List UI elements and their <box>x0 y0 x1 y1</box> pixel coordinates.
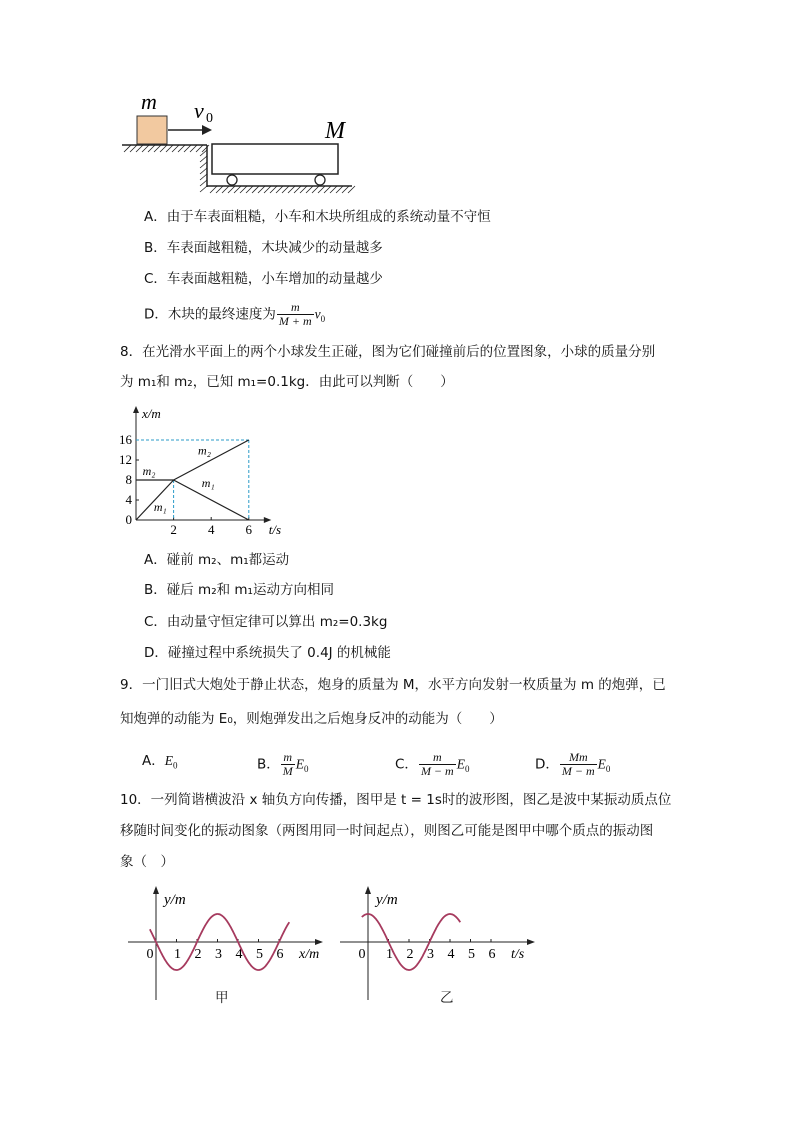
y-tick-label: 0 <box>125 512 132 527</box>
label-m: m <box>141 89 157 114</box>
q7-option-a: A．由于车表面粗糙，小车和木块所组成的系统动量不守恒 <box>144 209 491 225</box>
q9-option-c-fraction <box>419 751 456 778</box>
q7-option-d-num: m <box>290 300 300 314</box>
y-axis-label: x/m <box>142 406 161 421</box>
q9-option-d-e: E <box>597 756 606 772</box>
x-tick-label: 0 <box>146 947 154 962</box>
q9-option-a-sub: 0 <box>173 760 178 771</box>
x-axis-label: x/m <box>299 947 320 962</box>
x-tick-label: 1 <box>386 947 393 962</box>
x-tick-label: 0 <box>358 947 366 962</box>
x-tick-label: 2 <box>170 522 177 537</box>
caption-jia: 甲 <box>215 990 229 1006</box>
x-tick-label: 4 <box>207 522 215 537</box>
q9-option-c-e: E <box>456 756 465 772</box>
y-axis-arrow <box>153 886 159 894</box>
q9-stem-line2: 知炮弹的动能为 E₀，则炮弹发出之后炮身反冲的动能为（ ） <box>120 711 503 727</box>
q7-option-d-sub: 0 <box>320 314 326 325</box>
q9-option-c <box>395 751 469 779</box>
q8-option-d: D．碰撞过程中系统损失了 0.4J 的机械能 <box>144 645 391 661</box>
q9-option-d <box>535 751 610 779</box>
x-tick-label: 4 <box>447 947 455 962</box>
q7-option-d-fraction <box>277 301 314 328</box>
label-M: M <box>325 118 345 144</box>
block-m <box>137 116 167 144</box>
q9-stem-line1: 9．一门旧式大炮处于静止状态，炮身的质量为 M，水平方向发射一枚质量为 m 的炮弹，已 <box>120 677 666 693</box>
q9-option-d-fraction <box>560 751 597 778</box>
q9-option-a-e: E <box>164 753 173 768</box>
series-label-m1-before: m₁ <box>153 500 167 514</box>
y-tick-label: 16 <box>119 432 132 447</box>
series-label-m2-after: m₂ <box>198 443 211 458</box>
y-tick-label: 8 <box>125 472 132 487</box>
q8-option-a: A．碰前 m₂、m₁都运动 <box>144 552 290 568</box>
q7-option-c: C．车表面越粗糙，小车增加的动量越少 <box>144 271 383 287</box>
q9-option-c-label: C． <box>395 756 418 773</box>
x-tick-label: 2 <box>194 947 202 962</box>
q8-stem-line1: 8．在光滑水平面上的两个小球发生正碰，图为它们碰撞前后的位置图象，小球的质量分别 <box>120 344 656 360</box>
q7-option-d-v: v <box>314 306 321 322</box>
q8-stem-line2: 为 m₁和 m₂，已知 m₁=0.1kg．由此可以判断（ ） <box>120 374 454 390</box>
q7-option-d <box>144 301 325 329</box>
q9-option-d-num: Mm <box>568 750 588 764</box>
q10-stem-line3: 象（ ） <box>120 854 174 870</box>
q10-stem-line2: 移随时间变化的振动图象（两图用同一时间起点），则图乙可能是图甲中哪个质点的振动图 <box>120 823 654 839</box>
y-axis-label: y/m <box>376 892 398 908</box>
x-axis-label: t/s <box>268 522 282 537</box>
arrow-head <box>202 125 212 135</box>
q8-position-time-chart <box>118 402 298 537</box>
y-tick-label: 4 <box>125 492 132 507</box>
label-v0-sub: 0 <box>206 111 213 126</box>
x-tick-label: 2 <box>406 947 414 962</box>
q9-option-c-num: m <box>432 750 442 764</box>
q9-option-b <box>257 751 309 779</box>
q9-option-b-den: M <box>282 764 293 778</box>
x-tick-label: 3 <box>215 947 222 962</box>
q9-option-d-sub: 0 <box>605 764 611 775</box>
x-tick-label: 1 <box>174 947 181 962</box>
q9-option-b-label: B． <box>257 756 280 773</box>
q9-option-a-label: A． <box>142 753 165 769</box>
y-tick-label: 12 <box>119 452 132 467</box>
x-tick-label: 6 <box>488 947 496 962</box>
x-tick-label: 5 <box>468 947 475 962</box>
q8-option-b: B．碰后 m₂和 m₁运动方向相同 <box>144 582 334 598</box>
label-v0: v <box>194 98 204 123</box>
x-tick-label: 3 <box>427 947 434 962</box>
q7-option-d-prefix: D．木块的最终速度为 <box>144 306 276 323</box>
series-line-2 <box>174 440 249 480</box>
q9-option-b-fraction <box>281 751 295 778</box>
q7-figure <box>0 0 794 200</box>
y-axis-arrow <box>365 886 371 894</box>
series-label-m1-after: m₁ <box>201 476 215 490</box>
q9-option-c-den: M − m <box>420 764 454 778</box>
q10-stem-line1: 10．一列简谐横波沿 x 轴负方向传播，图甲是 t = 1s时的波形图，图乙是波中某振动质点位 <box>120 792 672 808</box>
q9-option-d-label: D． <box>535 756 559 773</box>
y-axis-arrow <box>133 406 139 413</box>
q9-option-c-sub: 0 <box>464 764 470 775</box>
series-label-m2-before: m₂ <box>142 464 156 478</box>
x-tick-label: 6 <box>245 522 253 537</box>
x-axis-label: t/s <box>511 947 525 962</box>
y-axis-label: y/m <box>164 892 186 908</box>
q8-option-c: C．由动量守恒定律可以算出 m₂=0.3kg <box>144 614 388 630</box>
x-tick-label: 4 <box>235 947 243 962</box>
q9-option-b-e: E <box>295 756 305 772</box>
q9-option-a <box>142 751 178 776</box>
x-tick-label: 6 <box>276 947 284 962</box>
q7-option-b: B．车表面越粗糙，木块减少的动量越多 <box>144 240 383 256</box>
caption-yi: 乙 <box>440 990 454 1006</box>
x-axis-arrow <box>527 939 535 945</box>
q9-option-b-num: m <box>283 750 293 764</box>
q9-option-b-sub: 0 <box>304 764 309 775</box>
x-axis-arrow <box>315 939 323 945</box>
cart-wheel-left <box>227 175 237 185</box>
cart-wheel-right <box>315 175 325 185</box>
cart-M <box>212 144 338 174</box>
q7-option-d-den: M + m <box>278 314 312 328</box>
x-tick-label: 5 <box>256 947 263 962</box>
q9-option-d-den: M − m <box>561 764 595 778</box>
